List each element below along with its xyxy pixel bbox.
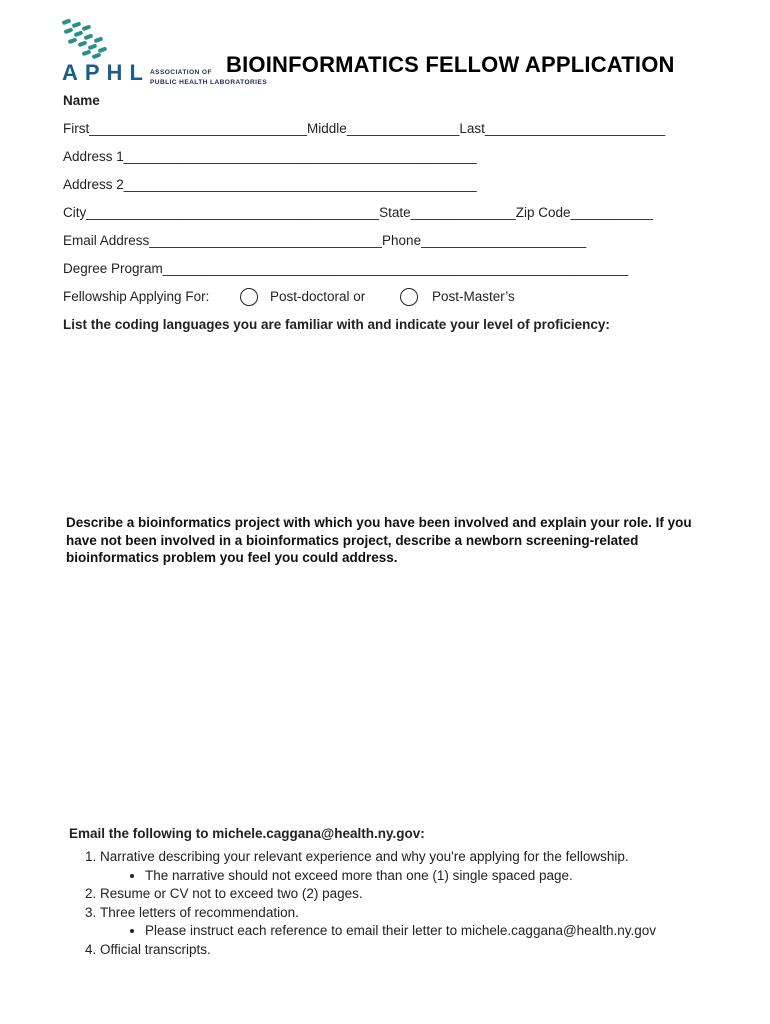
email-phone-line[interactable]: Email Address_______________________________Phone______________________ — [63, 233, 587, 248]
project-prompt-line-2: have not been involved in a bioinformatics project, describe a newborn screening-related — [66, 532, 639, 548]
list-item-text: Official transcripts. — [100, 941, 211, 957]
degree-program-field[interactable]: Degree Program______________________________________________________________ — [63, 261, 629, 276]
list-item-text: Three letters of recommendation. — [100, 904, 299, 920]
project-prompt-line-1: Describe a bioinformatics project with which you have been involved and explain your role. If you — [66, 515, 692, 530]
project-prompt-line-3: bioinformatics problem you feel you could address. — [66, 550, 398, 565]
name-heading: Name — [63, 93, 100, 108]
address2-field[interactable]: Address 2_______________________________________________ — [63, 177, 477, 192]
list-subitem: • Please instruct each reference to email their letter to michele.caggana@health.ny.gov — [145, 922, 656, 941]
logo-acronym: APHL — [62, 60, 150, 85]
list-item-text: Narrative describing your relevant experience and why you're applying for the fellowship. — [100, 849, 629, 864]
page-title: BIOINFORMATICS FELLOW APPLICATION — [226, 52, 675, 77]
address1-field[interactable]: Address 1_______________________________________________ — [63, 149, 477, 164]
email-instructions-heading: Email the following to michele.caggana@health.ny.gov: — [69, 826, 425, 841]
fellowship-label: Fellowship Applying For: — [63, 289, 210, 304]
postdoctoral-radio[interactable] — [240, 288, 258, 306]
logo-org-line-2: PUBLIC HEALTH LABORATORIES — [150, 79, 267, 86]
dna-helix-icon — [60, 18, 110, 63]
submission-checklist — [58, 848, 656, 959]
city-state-zip-line[interactable]: City_______________________________________State______________Zip Code___________ — [63, 205, 654, 220]
list-item-text: Resume or CV not to exceed two (2) pages. — [100, 886, 363, 901]
list-item — [100, 848, 656, 885]
list-item — [100, 941, 656, 960]
list-item — [100, 904, 656, 941]
coding-languages-prompt: List the coding languages you are familiar with and indicate your level of proficiency: — [63, 317, 610, 332]
list-subitem: • The narrative should not exceed more than one (1) single spaced page. — [145, 867, 656, 886]
logo-org-line-1: ASSOCIATION OF — [150, 69, 212, 76]
list-item — [100, 885, 656, 904]
postmasters-radio[interactable] — [400, 288, 418, 306]
postdoctoral-label: Post-doctoral or — [270, 289, 366, 304]
name-fields-line[interactable]: First_____________________________Middle_______________Last________________________ — [63, 121, 666, 136]
postmasters-label: Post-Master’s — [432, 289, 515, 304]
aphl-logo — [60, 18, 267, 88]
project-prompt — [66, 514, 716, 567]
